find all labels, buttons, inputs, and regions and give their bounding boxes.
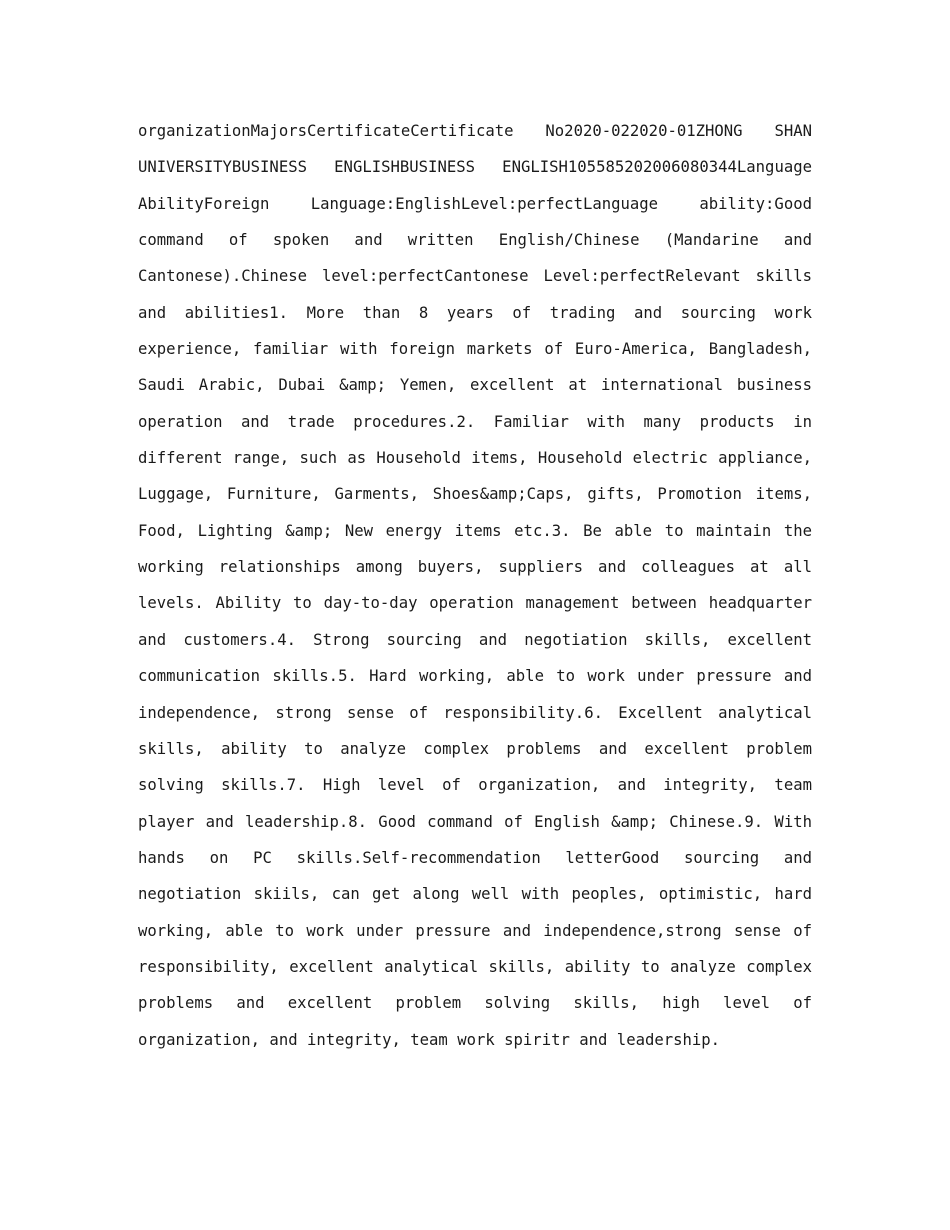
document-body-text: organizationMajorsCertificateCertificate No2020-022020-01ZHONG SHAN UNIVERSITYBUSINESS ENGLISHBUSINESS ENGLISH10558520200608034​4Language AbilityForeign Language:EnglishLevel:perfectLanguage ability:Good command of spoken and written English/Chinese (Mandarine and Cantonese).Chinese level:perfectCantonese Level:perfectRelevant skills and abilities1. More than 8 years of trading and sourcing work experience, familiar with foreign markets of Euro-America, Bangladesh, Saudi Arabic, Dubai &amp; Yemen, excellent at international business operation and trade procedures.2. Familiar with many products in different range, such as Household items, Household electric appliance, Luggage, Furniture, Garments, Shoes&amp;Caps, gifts, Promotion items, Food, Lighting &amp; New energy items etc.3. Be able to maintain the working relationships among buyers, suppliers and colleagues at all levels. Ability to day-to-day operation management between headquarter and customers.4. Strong sourcing and negotiation skills, excellent communication skills.5. Hard working, able to work under pressure and independence, strong sense of responsibility.6. Excellent analytical skills, ability to analyze complex problems and excellent problem solving skills.7. High level of organization, and integrity, team player and leadership.8. Good command of English &amp; Chinese.9. With hands on PC skills.Self-recommendation letterGood sourcing and negotiation skiils, can get along well with peoples, optimistic, hard working, able to work under pressure and independence,strong sense of responsibility, excellent analytical skills, ability to analyze complex problems and excellent problem solving skills, high level of organization, and integrity, team work spiritr and leadership.	[138, 122, 812, 1049]
